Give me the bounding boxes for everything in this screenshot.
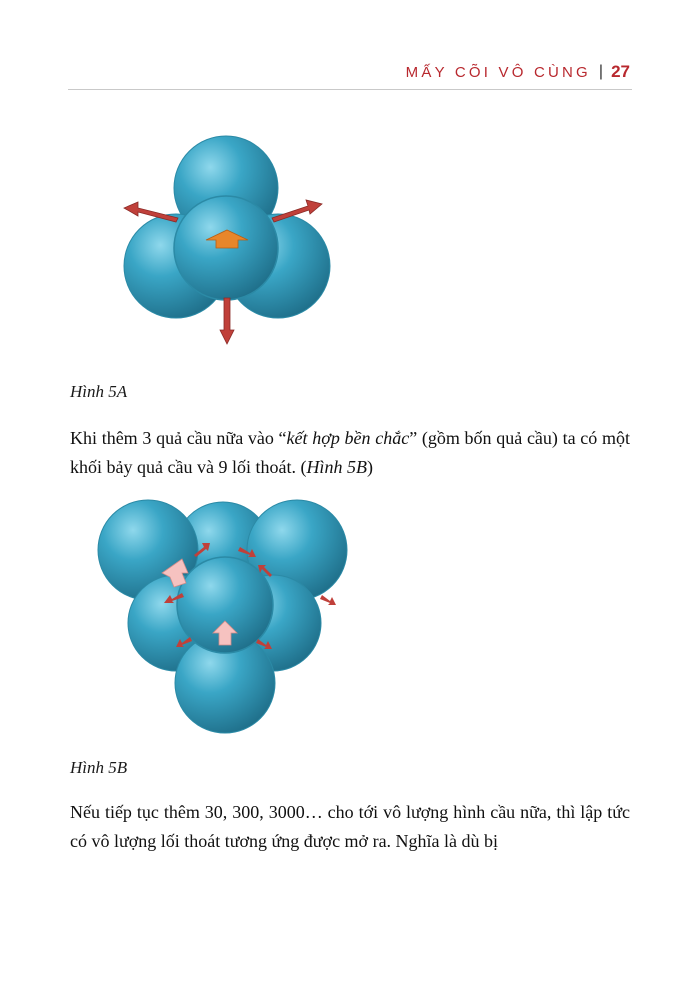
header-separator: | <box>598 63 604 80</box>
figure-5b <box>90 495 350 735</box>
header-divider <box>68 89 632 90</box>
paragraph-text: Khi thêm 3 quả cầu nữa vào “ <box>70 428 287 448</box>
emphasis-term: kết hợp bền chắc <box>286 428 410 448</box>
paragraph-text: ” (gồm bốn quả cầu) ta có một khối bảy quả cầu và 9 lối thoát. ( <box>70 428 630 477</box>
page-number: 27 <box>611 62 630 81</box>
figure-reference: Hình 5B <box>306 457 367 477</box>
figure-caption-5b: Hình 5B <box>70 758 128 777</box>
figure-caption-5a: Hình 5A <box>70 382 128 401</box>
paragraph-text: ) <box>366 457 373 477</box>
figure-5a <box>100 120 360 360</box>
running-header <box>406 58 630 86</box>
paragraph <box>70 424 630 482</box>
book-title: MẤY CÕI VÔ CÙNG <box>405 63 591 81</box>
paragraph: Nếu tiếp tục thêm 30, 300, 3000… cho tới vô lượng hình cầu nữa, thì lập tức có vô lượng lối thoát tương ứng được mở ra. Nghĩa là dù bị <box>70 802 630 851</box>
